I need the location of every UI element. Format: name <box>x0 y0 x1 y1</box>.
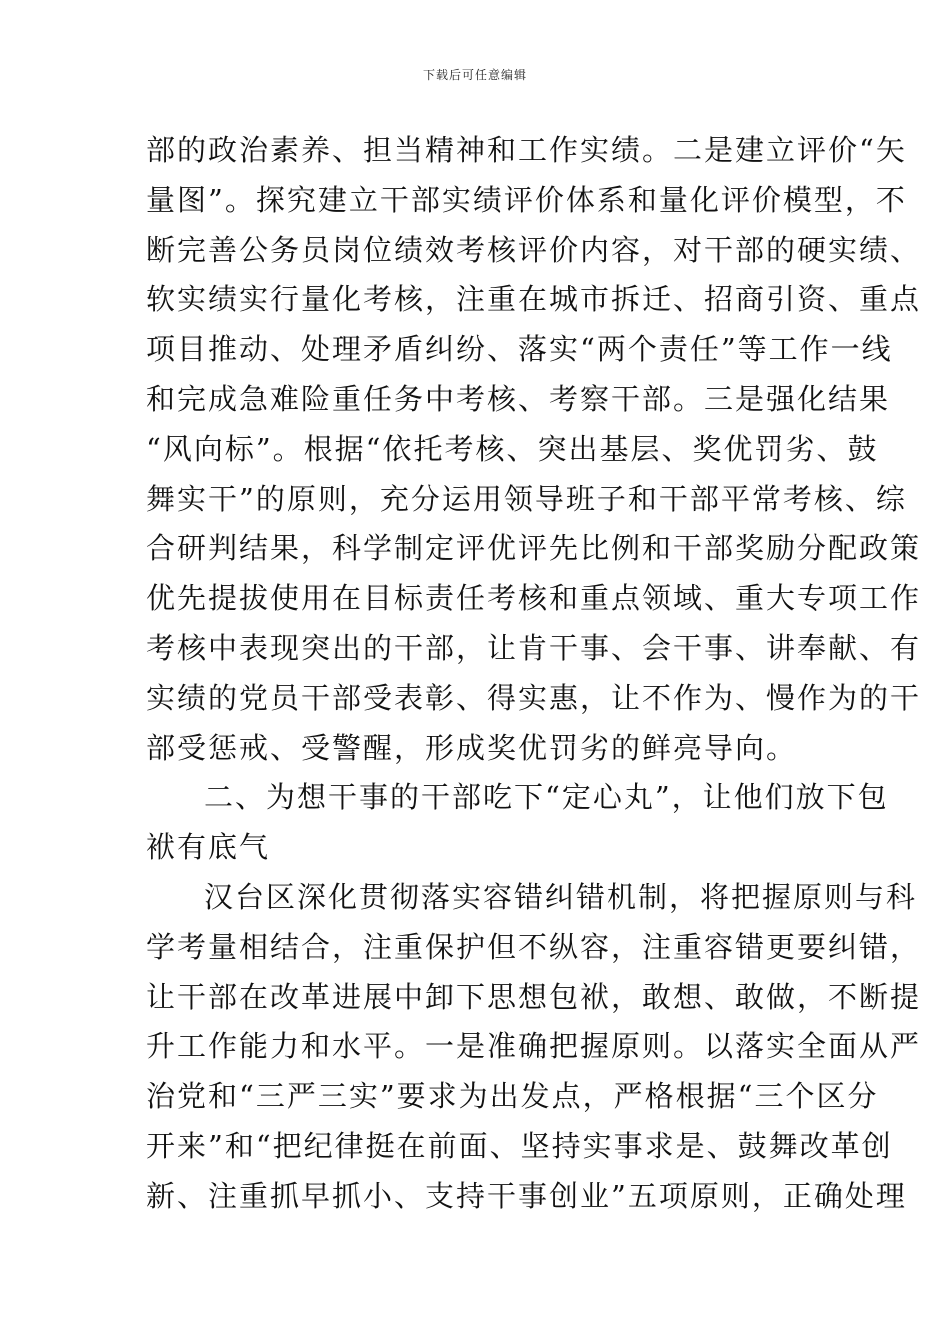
text-line: 让干部在改革进展中卸下思想包袱，敢想、敢做，不断提 <box>146 979 922 1014</box>
text-line: “风向标”。根据“依托考核、突出基层、奖优罚劣、鼓 <box>146 431 879 466</box>
text-line: 实绩的党员干部受表彰、得实惠，让不作为、慢作为的干 <box>146 680 922 715</box>
text-line: 软实绩实行量化考核，注重在城市拆迁、招商引资、重点 <box>146 282 922 317</box>
text-line: 断完善公务员岗位绩效考核评价内容，对干部的硬实绩、 <box>146 232 922 267</box>
text-line: 项目推动、处理矛盾纠纷、落实“两个责任”等工作一线 <box>146 332 893 367</box>
text-line: 部的政治素养、担当精神和工作实绩。二是建立评价“矢 <box>146 133 907 167</box>
page-header: 下载后可任意编辑 <box>422 68 527 82</box>
text-line: 部受惩戒、受警醒，形成奖优罚劣的鲜亮导向。 <box>146 730 798 765</box>
text-line: 学考量相结合，注重保护但不纵容，注重容错更要纠错， <box>146 929 922 964</box>
text-line: 开来”和“把纪律挺在前面、坚持实事求是、鼓舞改革创 <box>146 1128 893 1163</box>
section-heading-line: 二、为想干事的干部吃下“定心丸”，让他们放下包 <box>204 780 889 815</box>
text-line: 考核中表现突出的干部，让肯干事、会干事、讲奉献、有 <box>146 630 922 665</box>
text-line: 和完成急难险重任务中考核、考察干部。三是强化结果 <box>146 381 891 416</box>
text-line: 新、注重抓早抓小、支持干事创业”五项原则，正确处理 <box>146 1178 907 1213</box>
section-heading-line: 袱有底气 <box>146 830 271 865</box>
text-line: 优先提拔使用在目标责任考核和重点领域、重大专项工作 <box>146 581 922 616</box>
text-line: 升工作能力和水平。一是准确把握原则。以落实全面从严 <box>146 1029 922 1064</box>
text-line: 合研判结果，科学制定评优评先比例和干部奖励分配政策 <box>146 531 922 566</box>
text-line: 舞实干”的原则，充分运用领导班子和干部平常考核、综 <box>146 481 907 516</box>
document-body <box>146 126 922 1222</box>
text-line: 治党和“三严三实”要求为出发点，严格根据“三个区分 <box>146 1079 879 1114</box>
text-line: 量图”。探究建立干部实绩评价体系和量化评价模型，不 <box>146 182 907 217</box>
paragraph-start-line: 汉台区深化贯彻落实容错纠错机制，将把握原则与科 <box>204 879 918 914</box>
